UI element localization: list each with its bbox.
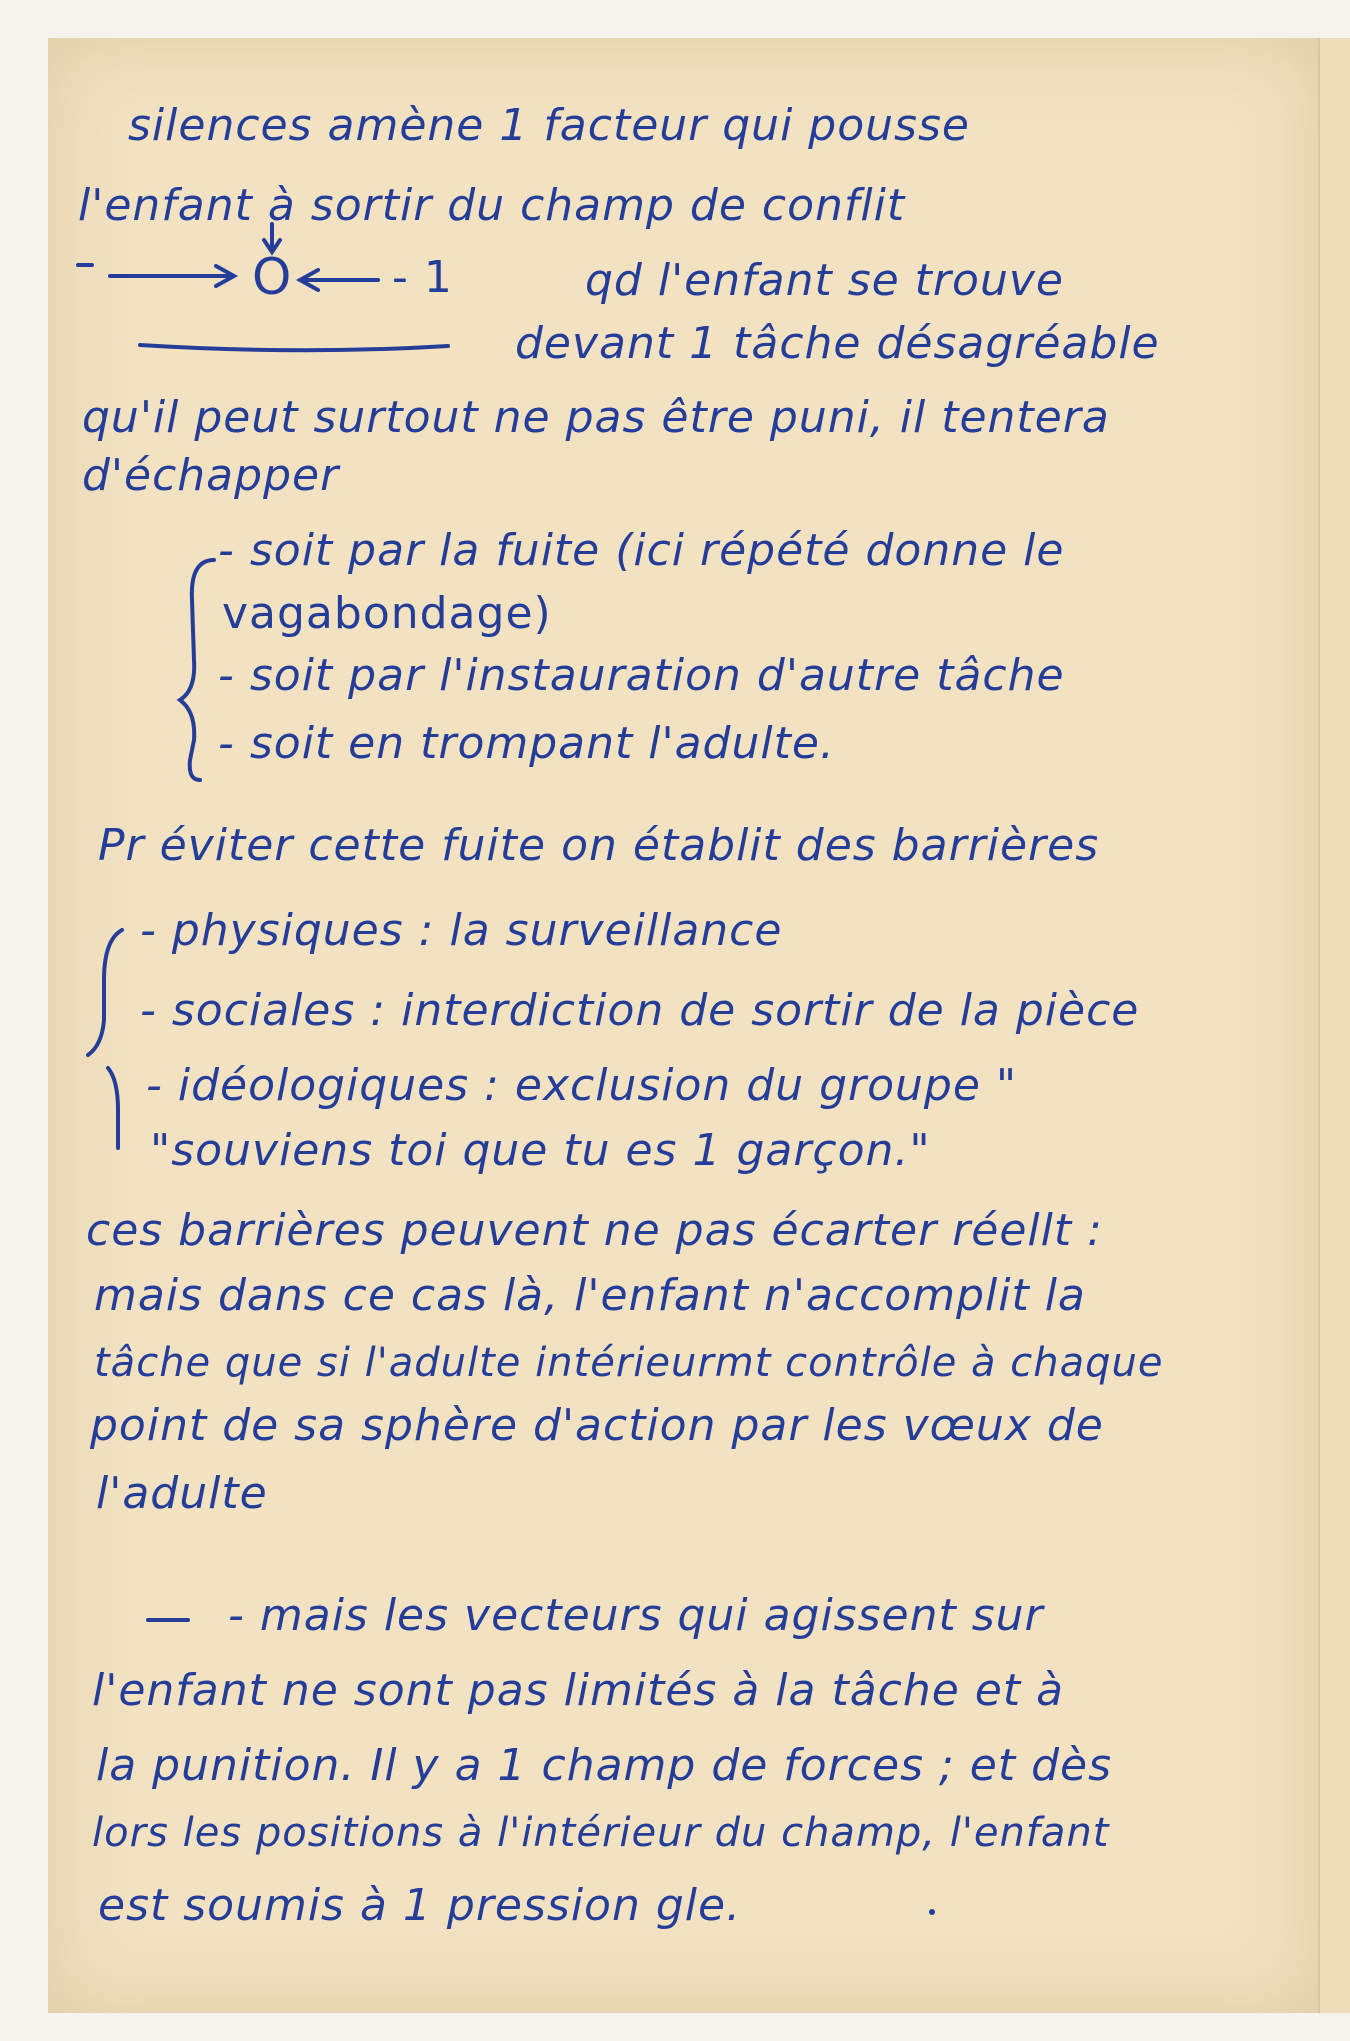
line-22: l'enfant ne sont pas limités à la tâche et à bbox=[92, 1665, 1065, 1716]
line-13: - sociales : interdiction de sortir de la pièce bbox=[140, 985, 1140, 1036]
line-18: tâche que si l'adulte intérieurmt contrôle à chaque bbox=[94, 1340, 1164, 1386]
line-6: d'échapper bbox=[82, 450, 340, 501]
line-25: est soumis à 1 pression gle. bbox=[98, 1880, 742, 1931]
line-5: qu'il peut surtout ne pas être puni, il tentera bbox=[82, 392, 1110, 443]
brace-2 bbox=[88, 930, 122, 1055]
brace-2-lower bbox=[108, 1068, 118, 1148]
line-19: point de sa sphère d'action par les vœux de bbox=[90, 1400, 1104, 1451]
line-10: - soit en trompant l'adulte. bbox=[218, 718, 835, 769]
line-24: lors les positions à l'intérieur du champ, l'enfant bbox=[92, 1810, 1110, 1856]
underline-rule bbox=[140, 345, 448, 350]
line-11: Pr éviter cette fuite on établit des barrières bbox=[98, 820, 1100, 871]
line-9: - soit par l'instauration d'autre tâche bbox=[218, 650, 1065, 701]
line-23: la punition. Il y a 1 champ de forces ; et dès bbox=[96, 1740, 1113, 1791]
stray-dot bbox=[929, 1909, 935, 1915]
line-2: l'enfant à sortir du champ de conflit bbox=[78, 180, 906, 231]
line-20: l'adulte bbox=[96, 1468, 268, 1519]
line-3: qd l'enfant se trouve bbox=[585, 255, 1064, 306]
brace-1 bbox=[180, 560, 214, 780]
line-8: vagabondage) bbox=[222, 588, 552, 639]
line-7: - soit par la fuite (ici répété donne le bbox=[218, 525, 1065, 576]
line-17: mais dans ce cas là, l'enfant n'accomplit la bbox=[94, 1270, 1086, 1321]
diagram-prefix: - 1 bbox=[392, 252, 453, 303]
line-21: - mais les vecteurs qui agissent sur bbox=[228, 1590, 1044, 1641]
line-4: devant 1 tâche désagréable bbox=[515, 318, 1160, 369]
line-1: silences amène 1 facteur qui pousse bbox=[128, 100, 970, 151]
line-12: - physiques : la surveillance bbox=[140, 905, 783, 956]
line-16: ces barrières peuvent ne pas écarter réellt : bbox=[86, 1205, 1103, 1256]
line-14: - idéologiques : exclusion du groupe " bbox=[146, 1060, 1018, 1111]
line-15: "souviens toi que tu es 1 garçon." bbox=[150, 1125, 931, 1176]
diagram-node-label: O bbox=[252, 248, 293, 306]
